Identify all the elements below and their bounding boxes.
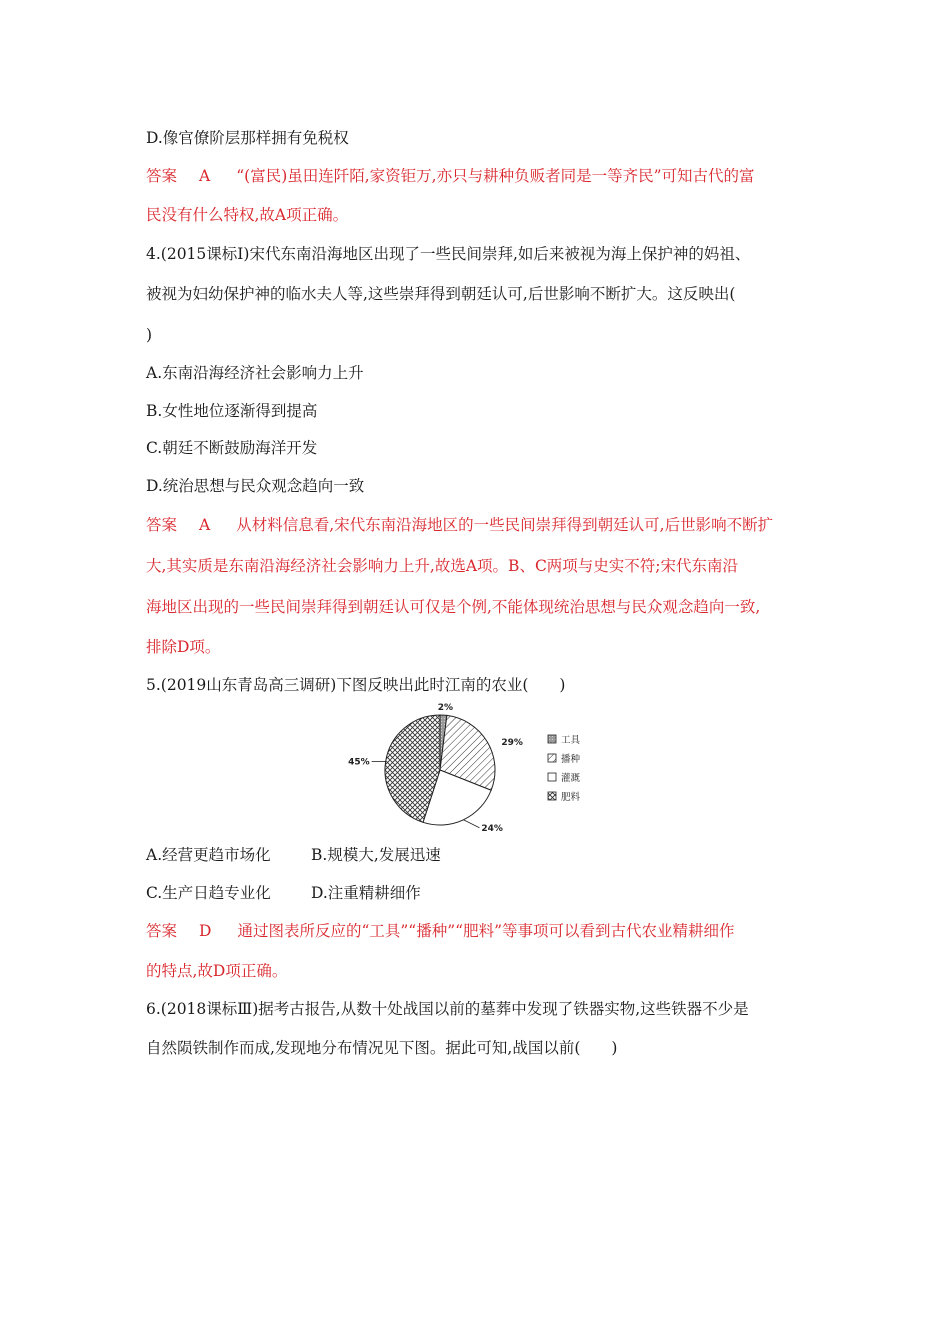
q3-answer-tag: 答案 xyxy=(146,167,178,185)
q4-answer-letter: A xyxy=(199,516,211,534)
q5-answer-text1: 通过图表所反应的“工具”“播种”“肥料”等事项可以看到古代农业精耕细作 xyxy=(237,922,735,940)
q4-answer-line3: 海地区出现的一些民间崇拜得到朝廷认可仅是个例,不能体现统治思想与民众观念趋向一致, xyxy=(146,598,761,616)
pie-label-4: 45% xyxy=(348,757,370,768)
q5-answer-tag: 答案 xyxy=(146,922,178,940)
legend-label-1: 工具 xyxy=(561,735,581,746)
q4-answer-line1 xyxy=(146,515,773,535)
legend-swatch-3 xyxy=(548,773,556,781)
legend-swatch-2 xyxy=(548,754,556,762)
q5-answer-letter: D xyxy=(199,922,212,940)
q4-answer-line4: 排除D项。 xyxy=(146,638,221,656)
q5-option-d: D.注重精耕细作 xyxy=(311,884,421,902)
q5-options-row1 xyxy=(146,845,441,865)
q4-stem-line2: 被视为妇幼保护神的临水夫人等,这些崇拜得到朝廷认可,后世影响不断扩大。这反映出( xyxy=(146,285,736,303)
pie-leader-3 xyxy=(463,820,479,828)
q4-answer-line2: 大,其实质是东南沿海经济社会影响力上升,故选A项。B、C两项与史实不符;宋代东南沿 xyxy=(146,557,739,575)
legend-label-3: 灌溉 xyxy=(561,773,581,784)
pie-label-3: 24% xyxy=(481,823,503,834)
legend-label-4: 肥料 xyxy=(561,792,581,803)
q3-answer-letter: A xyxy=(199,167,211,185)
q3-answer-text1: “(富民)虽田连阡陌,家资钜万,亦只与耕种负贩者同是一等齐民”可知古代的富 xyxy=(236,167,755,185)
q4-option-b: B.女性地位逐渐得到提高 xyxy=(146,402,318,420)
pie-chart-figure xyxy=(348,700,600,840)
q5-stem: 5.(2019山东青岛高三调研)下图反映出此时江南的农业( ) xyxy=(146,676,566,694)
q4-answer-text1: 从材料信息看,宋代东南沿海地区的一些民间崇拜得到朝廷认可,后世影响不断扩 xyxy=(236,516,774,534)
q6-stem-line2: 自然陨铁制作而成,发现地分布情况见下图。据此可知,战国以前( ) xyxy=(146,1039,618,1057)
q6-stem-line1: 6.(2018课标Ⅲ)据考古报告,从数十处战国以前的墓葬中发现了铁器实物,这些铁器不少是 xyxy=(146,1000,749,1018)
q4-stem-line3: ) xyxy=(146,326,153,344)
q3-answer-line1 xyxy=(146,166,755,186)
q4-option-c: C.朝廷不断鼓励海洋开发 xyxy=(146,439,318,457)
q4-option-d: D.统治思想与民众观念趋向一致 xyxy=(146,477,365,495)
q5-option-b: B.规模大,发展迅速 xyxy=(311,846,441,864)
q5-option-a: A.经营更趋市场化 xyxy=(146,846,271,864)
q4-option-a: A.东南沿海经济社会影响力上升 xyxy=(146,364,364,382)
pie-label-1: 2% xyxy=(437,703,454,714)
q5-answer-line2: 的特点,故D项正确。 xyxy=(146,962,288,980)
q3-answer-line2: 民没有什么特权,故A项正确。 xyxy=(146,206,349,224)
q3-option-d: D.像官僚阶层那样拥有免税权 xyxy=(146,129,349,147)
q4-stem-line1: 4.(2015课标Ⅰ)宋代东南沿海地区出现了一些民间崇拜,如后来被视为海上保护神的妈祖、 xyxy=(146,245,751,263)
legend-swatch-4 xyxy=(548,792,556,800)
q5-option-c: C.生产日趋专业化 xyxy=(146,884,271,902)
pie-chart xyxy=(348,700,600,840)
legend-label-2: 播种 xyxy=(561,754,581,765)
q4-answer-tag: 答案 xyxy=(146,516,178,534)
pie-slices xyxy=(385,715,495,825)
q5-answer-line1 xyxy=(146,921,735,941)
pie-label-2: 29% xyxy=(501,738,523,748)
legend-swatch-1 xyxy=(548,735,556,743)
q5-options-row2 xyxy=(146,883,421,903)
pie-legend xyxy=(548,735,581,803)
